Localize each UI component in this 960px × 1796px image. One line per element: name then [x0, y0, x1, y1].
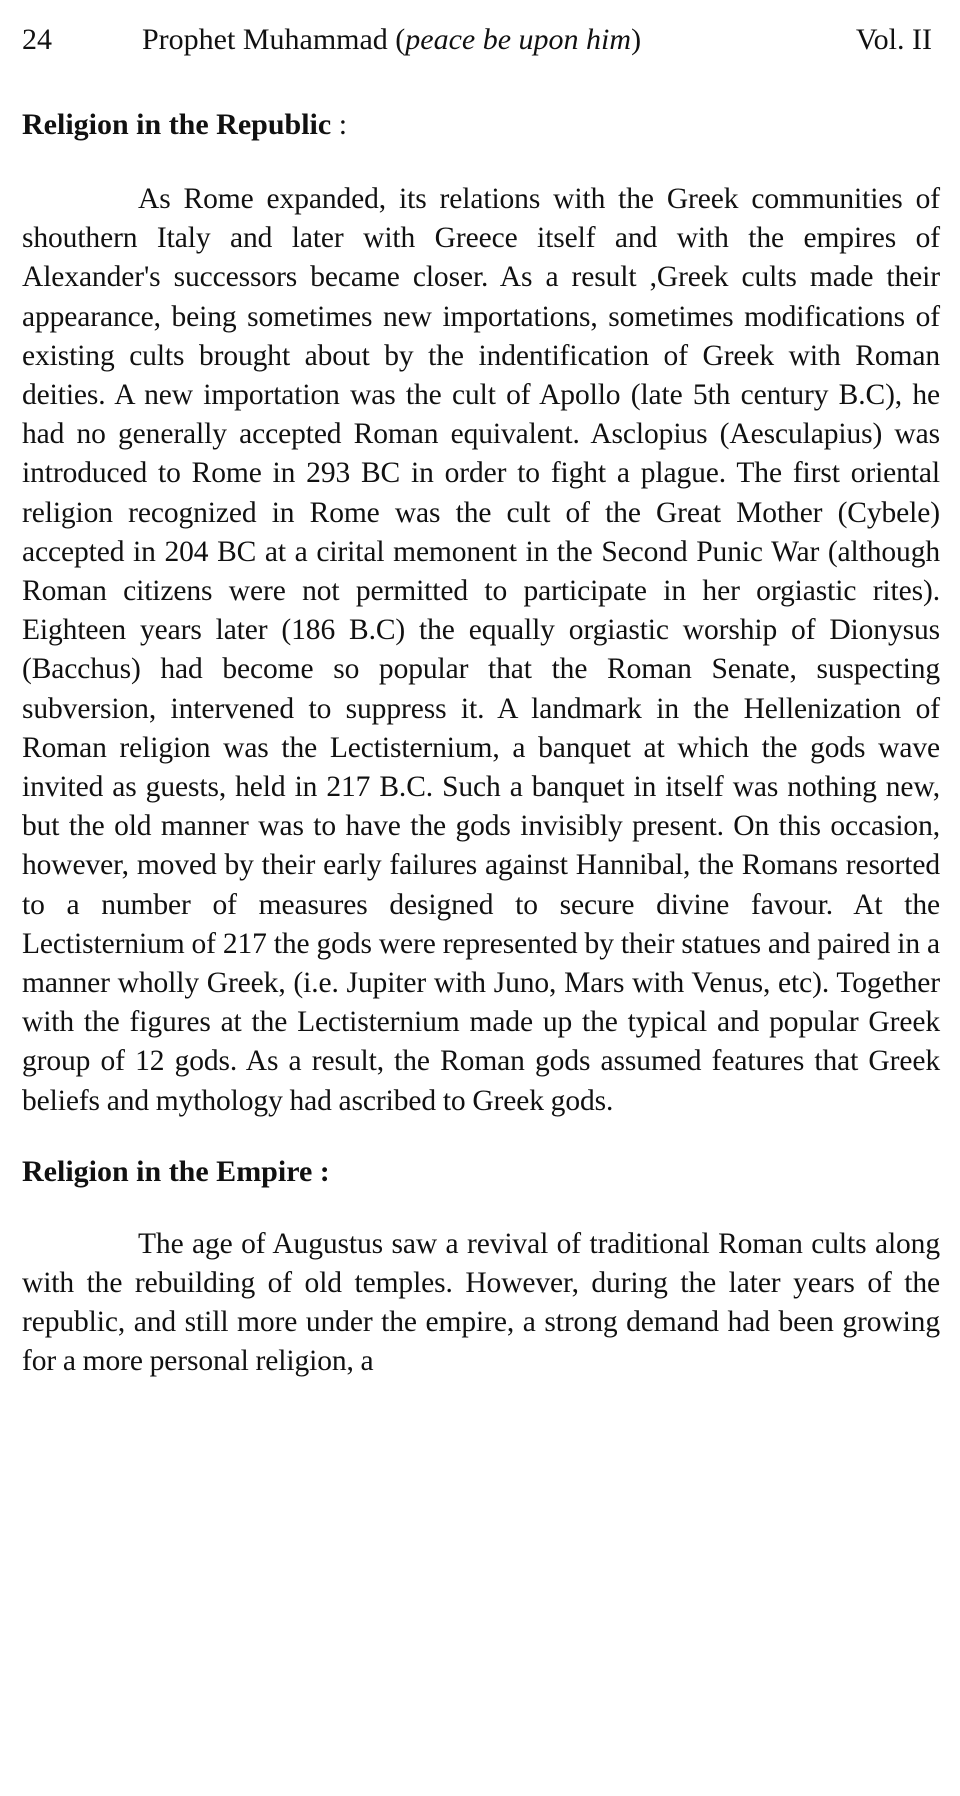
- section-heading-empire: Religion in the Empire :: [22, 1154, 330, 1188]
- section-heading-republic: [22, 104, 940, 146]
- book-title-honorific: peace be upon him: [405, 23, 632, 56]
- book-page: [22, 18, 940, 1382]
- book-title-prefix: Prophet Muhammad (: [142, 23, 406, 56]
- section-heading-republic-text: Religion in the Republic: [22, 108, 332, 141]
- running-header: [22, 18, 940, 62]
- paragraph-republic: As Rome expanded, its relations with the Greek communities of shouthern Italy and later with Greece itself and with the empires of Alexander's successors became closer. As a result ,Greek cults made their appearance, being sometimes new importations, sometimes modifications of existing cults brought about by the indentification of Greek with Roman deities. A new importation was the cult of Apollo (late 5th century B.C), he had no generally accepted Roman equivalent. Asclopius (Aesculapius) was introduced to Rome in 293 BC in order to fight a plague. The first oriental religion recognized in Rome was the cult of the Great Mother (Cybele) accepted in 204 BC at a cirital memonent in the Second Punic War (although Roman citizens were not permitted to participate in her orgiastic rites). Eighteen years later (186 B.C) the equally orgiastic worship of Dionysus (Bacchus) had become so popular that the Roman Senate, suspecting subversion, intervened to suppress it. A landmark in the Hellenization of Roman religion was the Lectisternium, a banquet at which the gods wave invited as guests, held in 217 B.C. Such a banquet in itself was nothing new, but the old manner was to have the gods invisibly present. On this occasion, however, moved by their early failures against Hannibal, the Romans resorted to a number of measures designed to secure divine favour. At the Lectisternium of 217 the gods were represented by their statues and paired in a manner wholly Greek, (i.e. Jupiter with Juno, Mars with Venus, etc). Together with the figures at the Lectisternium made up the typical and popular Greek group of 12 gods. As a result, the Roman gods assumed features that Greek beliefs and mythology had ascribed to Greek gods.: [22, 183, 940, 1117]
- volume-label: Vol. II: [855, 23, 932, 56]
- book-title-suffix: ): [631, 23, 642, 56]
- section-heading-republic-colon: :: [331, 108, 348, 141]
- paragraph-empire: The age of Augustus saw a revival of traditional Roman cults along with the rebuilding of old temples. However, during the later years of the republic, and still more under the empire, a strong demand had been growing for a more personal religion, a: [22, 1227, 940, 1378]
- book-title: [142, 18, 641, 62]
- page-number: 24: [22, 23, 52, 56]
